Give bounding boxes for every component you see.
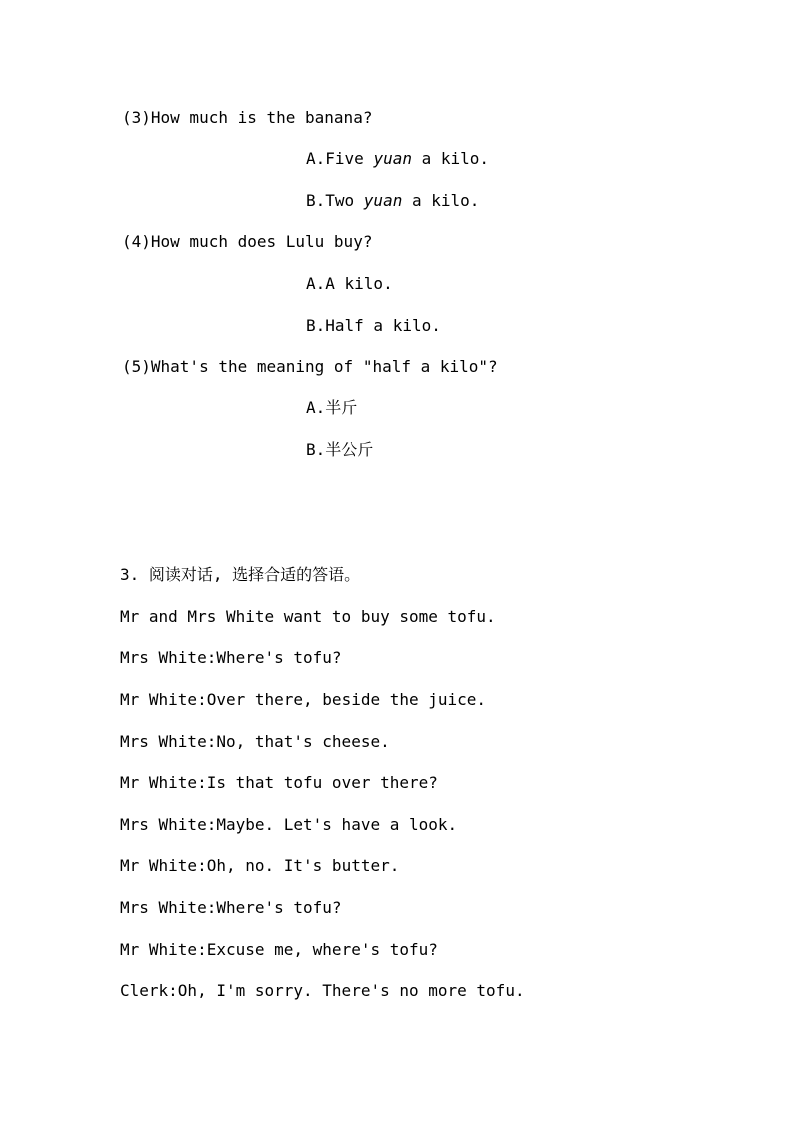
dialogue-text: Maybe. Let's have a look. <box>216 815 458 834</box>
section-3-heading: 3. 阅读对话, 选择合适的答语。 <box>120 565 361 584</box>
option-italic: yuan <box>363 191 403 210</box>
dialogue-text: Over there, beside the juice. <box>206 690 487 709</box>
question-4-option-a <box>306 274 393 294</box>
option-letter: B. <box>306 191 326 210</box>
dialogue-text: Is that tofu over there? <box>206 773 438 792</box>
option-letter: A. <box>306 398 326 417</box>
question-3-prompt: (3)How much is the banana? <box>122 108 373 127</box>
question-5-option-a <box>306 398 357 418</box>
dialogue-speaker: Mr White: <box>120 773 207 792</box>
option-letter: B. <box>306 316 326 335</box>
dialogue-line <box>120 898 342 918</box>
dialogue-speaker: Mrs White: <box>120 648 217 667</box>
dialogue-line <box>120 648 342 668</box>
question-5-option-b <box>306 440 373 460</box>
option-italic: yuan <box>373 149 412 168</box>
option-text: A kilo. <box>325 274 393 293</box>
dialogue-speaker: Mr White: <box>120 856 207 875</box>
option-letter: B. <box>306 440 326 459</box>
option-text: 半公斤 <box>325 440 374 459</box>
dialogue-line <box>120 773 438 793</box>
dialogue-intro: Mr and Mrs White want to buy some tofu. <box>120 607 496 626</box>
dialogue-speaker: Mr White: <box>120 940 207 959</box>
dialogue-speaker: Mr White: <box>120 690 207 709</box>
option-text: Five <box>325 149 374 168</box>
question-4-prompt: (4)How much does Lulu buy? <box>122 232 373 251</box>
question-3-option-a <box>306 149 489 169</box>
dialogue-line <box>120 981 525 1001</box>
question-5-prompt: (5)What's the meaning of "half a kilo"? <box>122 357 498 376</box>
option-text: Two <box>325 191 364 210</box>
dialogue-speaker: Mrs White: <box>120 898 217 917</box>
question-3-option-b <box>306 191 479 211</box>
dialogue-speaker: Mrs White: <box>120 815 217 834</box>
dialogue-text: Oh, I'm sorry. There's no more tofu. <box>177 981 525 1000</box>
dialogue-text: No, that's cheese. <box>216 732 390 751</box>
dialogue-text: Where's tofu? <box>216 648 342 667</box>
dialogue-line <box>120 940 438 960</box>
dialogue-text: Oh, no. It's butter. <box>206 856 400 875</box>
dialogue-speaker: Mrs White: <box>120 732 217 751</box>
option-text: 半斤 <box>325 398 358 417</box>
dialogue-line <box>120 856 399 876</box>
question-4-option-b <box>306 316 441 336</box>
option-letter: A. <box>306 274 326 293</box>
dialogue-text: Excuse me, where's tofu? <box>206 940 438 959</box>
option-letter: A. <box>306 149 326 168</box>
dialogue-line <box>120 815 457 835</box>
option-text: Half a kilo. <box>325 316 441 335</box>
dialogue-line <box>120 690 486 710</box>
option-text-end: a kilo. <box>402 191 480 210</box>
dialogue-line <box>120 732 390 752</box>
dialogue-text: Where's tofu? <box>216 898 342 917</box>
option-text-end: a kilo. <box>411 149 490 168</box>
dialogue-speaker: Clerk: <box>120 981 178 1000</box>
